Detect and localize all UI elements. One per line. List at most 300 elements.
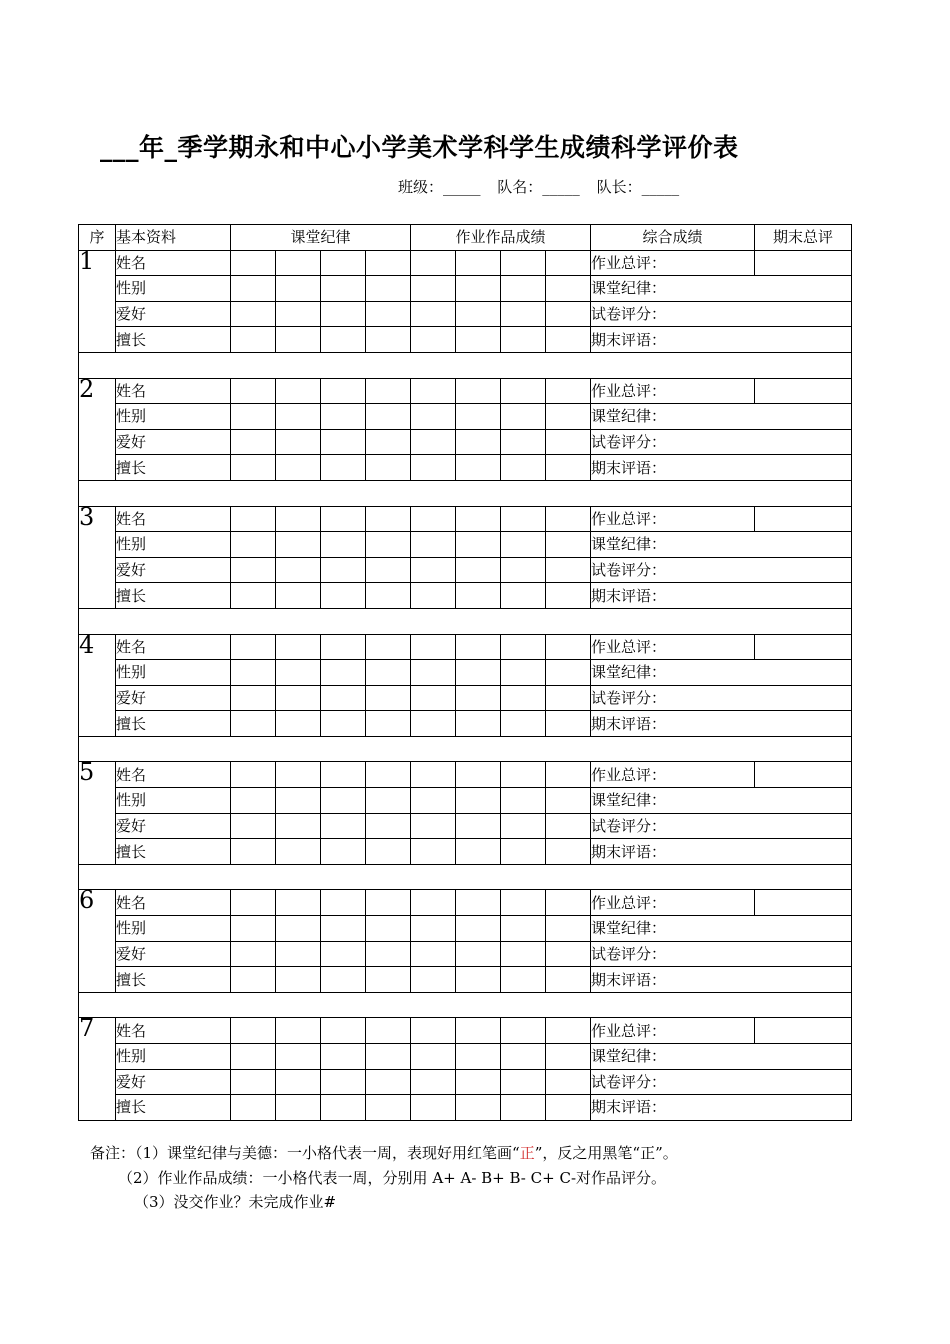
final-score-cell[interactable]: [755, 378, 852, 404]
class-field: 班级：_____: [398, 178, 481, 196]
student-number: 2: [79, 378, 116, 480]
table-row: [79, 532, 852, 558]
discipline-cell[interactable]: [366, 916, 411, 942]
basic-info-label: 姓名: [116, 378, 231, 404]
discipline-cell[interactable]: [321, 660, 366, 686]
homework-cell[interactable]: [501, 557, 546, 583]
table-row: [79, 301, 852, 327]
discipline-cell[interactable]: [321, 327, 366, 353]
discipline-cell[interactable]: [231, 788, 276, 814]
homework-cell[interactable]: [546, 455, 591, 481]
discipline-cell[interactable]: [276, 1044, 321, 1070]
table-row: [79, 583, 852, 609]
homework-cell[interactable]: [501, 455, 546, 481]
separator-cell: [79, 864, 852, 890]
discipline-cell[interactable]: [231, 839, 276, 865]
student-number: 5: [79, 762, 116, 864]
homework-cell[interactable]: [456, 1044, 501, 1070]
discipline-cell[interactable]: [276, 813, 321, 839]
summary-label: 期末评语：: [591, 583, 852, 609]
homework-cell[interactable]: [501, 685, 546, 711]
homework-cell[interactable]: [501, 1069, 546, 1095]
homework-cell[interactable]: [546, 429, 591, 455]
homework-cell[interactable]: [456, 685, 501, 711]
homework-cell[interactable]: [546, 378, 591, 404]
homework-cell[interactable]: [411, 1069, 456, 1095]
homework-cell[interactable]: [501, 813, 546, 839]
homework-cell[interactable]: [456, 762, 501, 788]
discipline-cell[interactable]: [276, 711, 321, 737]
discipline-cell[interactable]: [321, 455, 366, 481]
homework-cell[interactable]: [546, 916, 591, 942]
homework-cell[interactable]: [546, 890, 591, 916]
discipline-cell[interactable]: [231, 1069, 276, 1095]
discipline-cell[interactable]: [366, 1018, 411, 1044]
homework-cell[interactable]: [456, 404, 501, 430]
summary-label: 期末评语：: [591, 327, 852, 353]
discipline-cell[interactable]: [366, 967, 411, 993]
final-score-cell[interactable]: [755, 250, 852, 276]
homework-cell[interactable]: [501, 378, 546, 404]
basic-info-label: 性别: [116, 1044, 231, 1070]
homework-cell[interactable]: [411, 967, 456, 993]
homework-cell[interactable]: [411, 404, 456, 430]
discipline-cell[interactable]: [366, 660, 411, 686]
homework-cell[interactable]: [546, 967, 591, 993]
discipline-cell[interactable]: [231, 1044, 276, 1070]
discipline-cell[interactable]: [321, 583, 366, 609]
discipline-cell[interactable]: [231, 455, 276, 481]
homework-cell[interactable]: [501, 941, 546, 967]
table-row: [79, 378, 852, 404]
discipline-cell[interactable]: [231, 583, 276, 609]
summary-label: 试卷评分：: [591, 557, 852, 583]
discipline-cell[interactable]: [276, 250, 321, 276]
summary-label: 作业总评：: [591, 1018, 755, 1044]
homework-cell[interactable]: [546, 711, 591, 737]
discipline-cell[interactable]: [276, 532, 321, 558]
header-discipline: 课堂纪律: [231, 225, 411, 251]
homework-cell[interactable]: [411, 1095, 456, 1121]
homework-cell[interactable]: [456, 711, 501, 737]
homework-cell[interactable]: [411, 685, 456, 711]
discipline-cell[interactable]: [231, 660, 276, 686]
homework-cell[interactable]: [501, 429, 546, 455]
student-number: 7: [79, 1018, 116, 1120]
homework-cell[interactable]: [546, 839, 591, 865]
homework-cell[interactable]: [411, 660, 456, 686]
homework-cell[interactable]: [456, 839, 501, 865]
discipline-cell[interactable]: [366, 583, 411, 609]
discipline-cell[interactable]: [276, 378, 321, 404]
discipline-cell[interactable]: [321, 250, 366, 276]
discipline-cell[interactable]: [231, 250, 276, 276]
summary-label: 期末评语：: [591, 711, 852, 737]
discipline-cell[interactable]: [276, 788, 321, 814]
discipline-cell[interactable]: [231, 916, 276, 942]
homework-cell[interactable]: [501, 967, 546, 993]
discipline-cell[interactable]: [231, 378, 276, 404]
header-final: 期末总评: [755, 225, 852, 251]
homework-cell[interactable]: [456, 276, 501, 302]
basic-info-label: 性别: [116, 660, 231, 686]
discipline-cell[interactable]: [321, 941, 366, 967]
homework-cell[interactable]: [456, 506, 501, 532]
discipline-cell[interactable]: [231, 1095, 276, 1121]
discipline-cell[interactable]: [366, 378, 411, 404]
homework-cell[interactable]: [546, 941, 591, 967]
homework-cell[interactable]: [411, 1044, 456, 1070]
basic-info-label: 姓名: [116, 1018, 231, 1044]
final-score-cell[interactable]: [755, 1018, 852, 1044]
discipline-cell[interactable]: [366, 327, 411, 353]
homework-cell[interactable]: [411, 506, 456, 532]
discipline-cell[interactable]: [276, 583, 321, 609]
discipline-cell[interactable]: [366, 813, 411, 839]
discipline-cell[interactable]: [231, 967, 276, 993]
discipline-cell[interactable]: [276, 506, 321, 532]
summary-label: 作业总评：: [591, 378, 755, 404]
table-row: [79, 455, 852, 481]
student-number: 1: [79, 250, 116, 352]
basic-info-label: 性别: [116, 404, 231, 430]
discipline-cell[interactable]: [321, 378, 366, 404]
homework-cell[interactable]: [546, 1018, 591, 1044]
homework-cell[interactable]: [501, 839, 546, 865]
discipline-cell[interactable]: [231, 762, 276, 788]
discipline-cell[interactable]: [366, 762, 411, 788]
basic-info-label: 擅长: [116, 967, 231, 993]
table-body: [79, 250, 852, 1120]
discipline-cell[interactable]: [366, 557, 411, 583]
discipline-cell[interactable]: [321, 1044, 366, 1070]
discipline-cell[interactable]: [231, 813, 276, 839]
discipline-cell[interactable]: [231, 404, 276, 430]
basic-info-label: 爱好: [116, 941, 231, 967]
final-score-cell[interactable]: [755, 506, 852, 532]
homework-cell[interactable]: [501, 250, 546, 276]
discipline-cell[interactable]: [276, 557, 321, 583]
homework-cell[interactable]: [456, 327, 501, 353]
discipline-cell[interactable]: [321, 634, 366, 660]
discipline-cell[interactable]: [276, 660, 321, 686]
discipline-cell[interactable]: [276, 327, 321, 353]
table-row: [79, 788, 852, 814]
table-row: [79, 250, 852, 276]
discipline-cell[interactable]: [321, 685, 366, 711]
final-score-cell[interactable]: [755, 762, 852, 788]
discipline-cell[interactable]: [231, 941, 276, 967]
homework-cell[interactable]: [456, 429, 501, 455]
discipline-cell[interactable]: [366, 890, 411, 916]
homework-cell[interactable]: [411, 839, 456, 865]
homework-cell[interactable]: [411, 583, 456, 609]
homework-cell[interactable]: [501, 711, 546, 737]
discipline-cell[interactable]: [321, 506, 366, 532]
homework-cell[interactable]: [546, 685, 591, 711]
homework-cell[interactable]: [411, 455, 456, 481]
discipline-cell[interactable]: [366, 634, 411, 660]
evaluation-table: [78, 224, 852, 1121]
discipline-cell[interactable]: [321, 788, 366, 814]
separator-row: [79, 608, 852, 634]
table-row: [79, 1095, 852, 1121]
discipline-cell[interactable]: [366, 250, 411, 276]
discipline-cell[interactable]: [231, 532, 276, 558]
homework-cell[interactable]: [411, 532, 456, 558]
discipline-cell[interactable]: [321, 1018, 366, 1044]
discipline-cell[interactable]: [231, 685, 276, 711]
discipline-cell[interactable]: [276, 301, 321, 327]
homework-cell[interactable]: [456, 557, 501, 583]
discipline-cell[interactable]: [366, 532, 411, 558]
discipline-cell[interactable]: [276, 1095, 321, 1121]
homework-cell[interactable]: [411, 429, 456, 455]
final-score-cell[interactable]: [755, 634, 852, 660]
homework-cell[interactable]: [411, 557, 456, 583]
homework-cell[interactable]: [501, 327, 546, 353]
homework-cell[interactable]: [411, 378, 456, 404]
separator-row: [79, 736, 852, 762]
final-score-cell[interactable]: [755, 890, 852, 916]
note-line-3: （3）没交作业？未完成作业#: [134, 1193, 337, 1211]
homework-cell[interactable]: [411, 762, 456, 788]
summary-label: 作业总评：: [591, 506, 755, 532]
discipline-cell[interactable]: [366, 506, 411, 532]
summary-label: 试卷评分：: [591, 941, 852, 967]
table-row: [79, 941, 852, 967]
homework-cell[interactable]: [411, 941, 456, 967]
homework-cell[interactable]: [501, 634, 546, 660]
homework-cell[interactable]: [546, 762, 591, 788]
homework-cell[interactable]: [501, 583, 546, 609]
discipline-cell[interactable]: [321, 890, 366, 916]
discipline-cell[interactable]: [231, 1018, 276, 1044]
homework-cell[interactable]: [456, 455, 501, 481]
homework-cell[interactable]: [456, 1018, 501, 1044]
homework-cell[interactable]: [501, 788, 546, 814]
summary-label: 期末评语：: [591, 1095, 852, 1121]
homework-cell[interactable]: [411, 250, 456, 276]
homework-cell[interactable]: [546, 557, 591, 583]
discipline-cell[interactable]: [366, 1069, 411, 1095]
discipline-cell[interactable]: [231, 890, 276, 916]
discipline-cell[interactable]: [231, 557, 276, 583]
homework-cell[interactable]: [546, 506, 591, 532]
homework-cell[interactable]: [456, 1095, 501, 1121]
discipline-cell[interactable]: [366, 788, 411, 814]
homework-cell[interactable]: [456, 660, 501, 686]
page-title: ___年_季学期永和中心小学美术学科学生成绩科学评价表: [100, 133, 739, 162]
discipline-cell[interactable]: [276, 276, 321, 302]
discipline-cell[interactable]: [321, 1069, 366, 1095]
note-line-1: 备注：（1）课堂纪律与美德：一小格代表一周，表现好用红笔画“正”，反之用黑笔“正”。: [90, 1144, 678, 1162]
homework-cell[interactable]: [501, 660, 546, 686]
discipline-cell[interactable]: [321, 967, 366, 993]
homework-cell[interactable]: [456, 916, 501, 942]
summary-label: 试卷评分：: [591, 813, 852, 839]
basic-info-label: 爱好: [116, 301, 231, 327]
discipline-cell[interactable]: [321, 762, 366, 788]
summary-label: 课堂纪律：: [591, 276, 852, 302]
homework-cell[interactable]: [456, 378, 501, 404]
table-row: [79, 1044, 852, 1070]
discipline-cell[interactable]: [276, 1069, 321, 1095]
homework-cell[interactable]: [456, 813, 501, 839]
homework-cell[interactable]: [546, 1044, 591, 1070]
homework-cell[interactable]: [456, 301, 501, 327]
discipline-cell[interactable]: [321, 301, 366, 327]
homework-cell[interactable]: [501, 404, 546, 430]
discipline-cell[interactable]: [276, 762, 321, 788]
discipline-cell[interactable]: [321, 711, 366, 737]
table-row: [79, 557, 852, 583]
homework-cell[interactable]: [546, 1069, 591, 1095]
summary-label: 试卷评分：: [591, 429, 852, 455]
homework-cell[interactable]: [501, 1018, 546, 1044]
homework-cell[interactable]: [456, 583, 501, 609]
homework-cell[interactable]: [501, 916, 546, 942]
discipline-cell[interactable]: [366, 1044, 411, 1070]
table-row: [79, 916, 852, 942]
homework-cell[interactable]: [501, 762, 546, 788]
separator-row: [79, 352, 852, 378]
homework-cell[interactable]: [456, 532, 501, 558]
discipline-cell[interactable]: [276, 839, 321, 865]
homework-cell[interactable]: [546, 301, 591, 327]
separator-row: [79, 864, 852, 890]
basic-info-label: 姓名: [116, 890, 231, 916]
homework-cell[interactable]: [456, 941, 501, 967]
separator-cell: [79, 736, 852, 762]
homework-cell[interactable]: [501, 276, 546, 302]
summary-label: 作业总评：: [591, 762, 755, 788]
basic-info-label: 姓名: [116, 634, 231, 660]
basic-info-label: 爱好: [116, 685, 231, 711]
discipline-cell[interactable]: [321, 916, 366, 942]
separator-cell: [79, 608, 852, 634]
homework-cell[interactable]: [501, 1095, 546, 1121]
homework-cell[interactable]: [411, 327, 456, 353]
table-row: [79, 685, 852, 711]
discipline-cell[interactable]: [321, 557, 366, 583]
discipline-cell[interactable]: [366, 711, 411, 737]
homework-cell[interactable]: [546, 1095, 591, 1121]
discipline-cell[interactable]: [276, 634, 321, 660]
note-red-mark: 正: [519, 1144, 535, 1162]
homework-cell[interactable]: [411, 711, 456, 737]
homework-cell[interactable]: [411, 890, 456, 916]
homework-cell[interactable]: [546, 327, 591, 353]
discipline-cell[interactable]: [321, 813, 366, 839]
discipline-cell[interactable]: [276, 1018, 321, 1044]
homework-cell[interactable]: [546, 634, 591, 660]
homework-cell[interactable]: [411, 1018, 456, 1044]
separator-cell: [79, 992, 852, 1018]
team-field: 队名：_____: [497, 178, 580, 196]
discipline-cell[interactable]: [366, 276, 411, 302]
homework-cell[interactable]: [546, 813, 591, 839]
class-info-line: [398, 176, 691, 197]
homework-cell[interactable]: [546, 404, 591, 430]
discipline-cell[interactable]: [366, 941, 411, 967]
homework-cell[interactable]: [501, 506, 546, 532]
homework-cell[interactable]: [501, 1044, 546, 1070]
homework-cell[interactable]: [546, 276, 591, 302]
discipline-cell[interactable]: [276, 916, 321, 942]
discipline-cell[interactable]: [276, 685, 321, 711]
discipline-cell[interactable]: [321, 839, 366, 865]
homework-cell[interactable]: [456, 634, 501, 660]
summary-label: 课堂纪律：: [591, 788, 852, 814]
leader-field: 队长：_____: [596, 178, 680, 196]
header-overall: 综合成绩: [591, 225, 755, 251]
discipline-cell[interactable]: [321, 429, 366, 455]
homework-cell[interactable]: [501, 532, 546, 558]
homework-cell[interactable]: [501, 301, 546, 327]
discipline-cell[interactable]: [366, 429, 411, 455]
note-line-2: （2）作业作品成绩：一小格代表一周，分别用 A+ A- B+ B- C+ C-对作品评分。: [118, 1168, 667, 1187]
homework-cell[interactable]: [411, 634, 456, 660]
discipline-cell[interactable]: [276, 967, 321, 993]
homework-cell[interactable]: [546, 660, 591, 686]
table-row: [79, 404, 852, 430]
discipline-cell[interactable]: [231, 711, 276, 737]
discipline-cell[interactable]: [321, 404, 366, 430]
discipline-cell[interactable]: [366, 404, 411, 430]
basic-info-label: 姓名: [116, 506, 231, 532]
homework-cell[interactable]: [546, 250, 591, 276]
basic-info-label: 性别: [116, 788, 231, 814]
discipline-cell[interactable]: [231, 327, 276, 353]
homework-cell[interactable]: [411, 788, 456, 814]
discipline-cell[interactable]: [276, 455, 321, 481]
discipline-cell[interactable]: [321, 532, 366, 558]
discipline-cell[interactable]: [231, 634, 276, 660]
homework-cell[interactable]: [456, 1069, 501, 1095]
discipline-cell[interactable]: [231, 301, 276, 327]
homework-cell[interactable]: [456, 788, 501, 814]
homework-cell[interactable]: [411, 916, 456, 942]
discipline-cell[interactable]: [321, 276, 366, 302]
discipline-cell[interactable]: [231, 276, 276, 302]
homework-cell[interactable]: [456, 890, 501, 916]
discipline-cell[interactable]: [276, 404, 321, 430]
discipline-cell[interactable]: [231, 506, 276, 532]
homework-cell[interactable]: [501, 890, 546, 916]
homework-cell[interactable]: [546, 788, 591, 814]
discipline-cell[interactable]: [276, 429, 321, 455]
homework-cell[interactable]: [411, 813, 456, 839]
discipline-cell[interactable]: [366, 1095, 411, 1121]
discipline-cell[interactable]: [366, 685, 411, 711]
homework-cell[interactable]: [456, 967, 501, 993]
homework-cell[interactable]: [411, 301, 456, 327]
homework-cell[interactable]: [411, 276, 456, 302]
discipline-cell[interactable]: [366, 301, 411, 327]
homework-cell[interactable]: [456, 250, 501, 276]
discipline-cell[interactable]: [276, 890, 321, 916]
discipline-cell[interactable]: [321, 1095, 366, 1121]
homework-cell[interactable]: [546, 532, 591, 558]
separator-cell: [79, 352, 852, 378]
homework-cell[interactable]: [546, 583, 591, 609]
discipline-cell[interactable]: [276, 941, 321, 967]
basic-info-label: 性别: [116, 916, 231, 942]
discipline-cell[interactable]: [366, 839, 411, 865]
discipline-cell[interactable]: [366, 455, 411, 481]
discipline-cell[interactable]: [231, 429, 276, 455]
